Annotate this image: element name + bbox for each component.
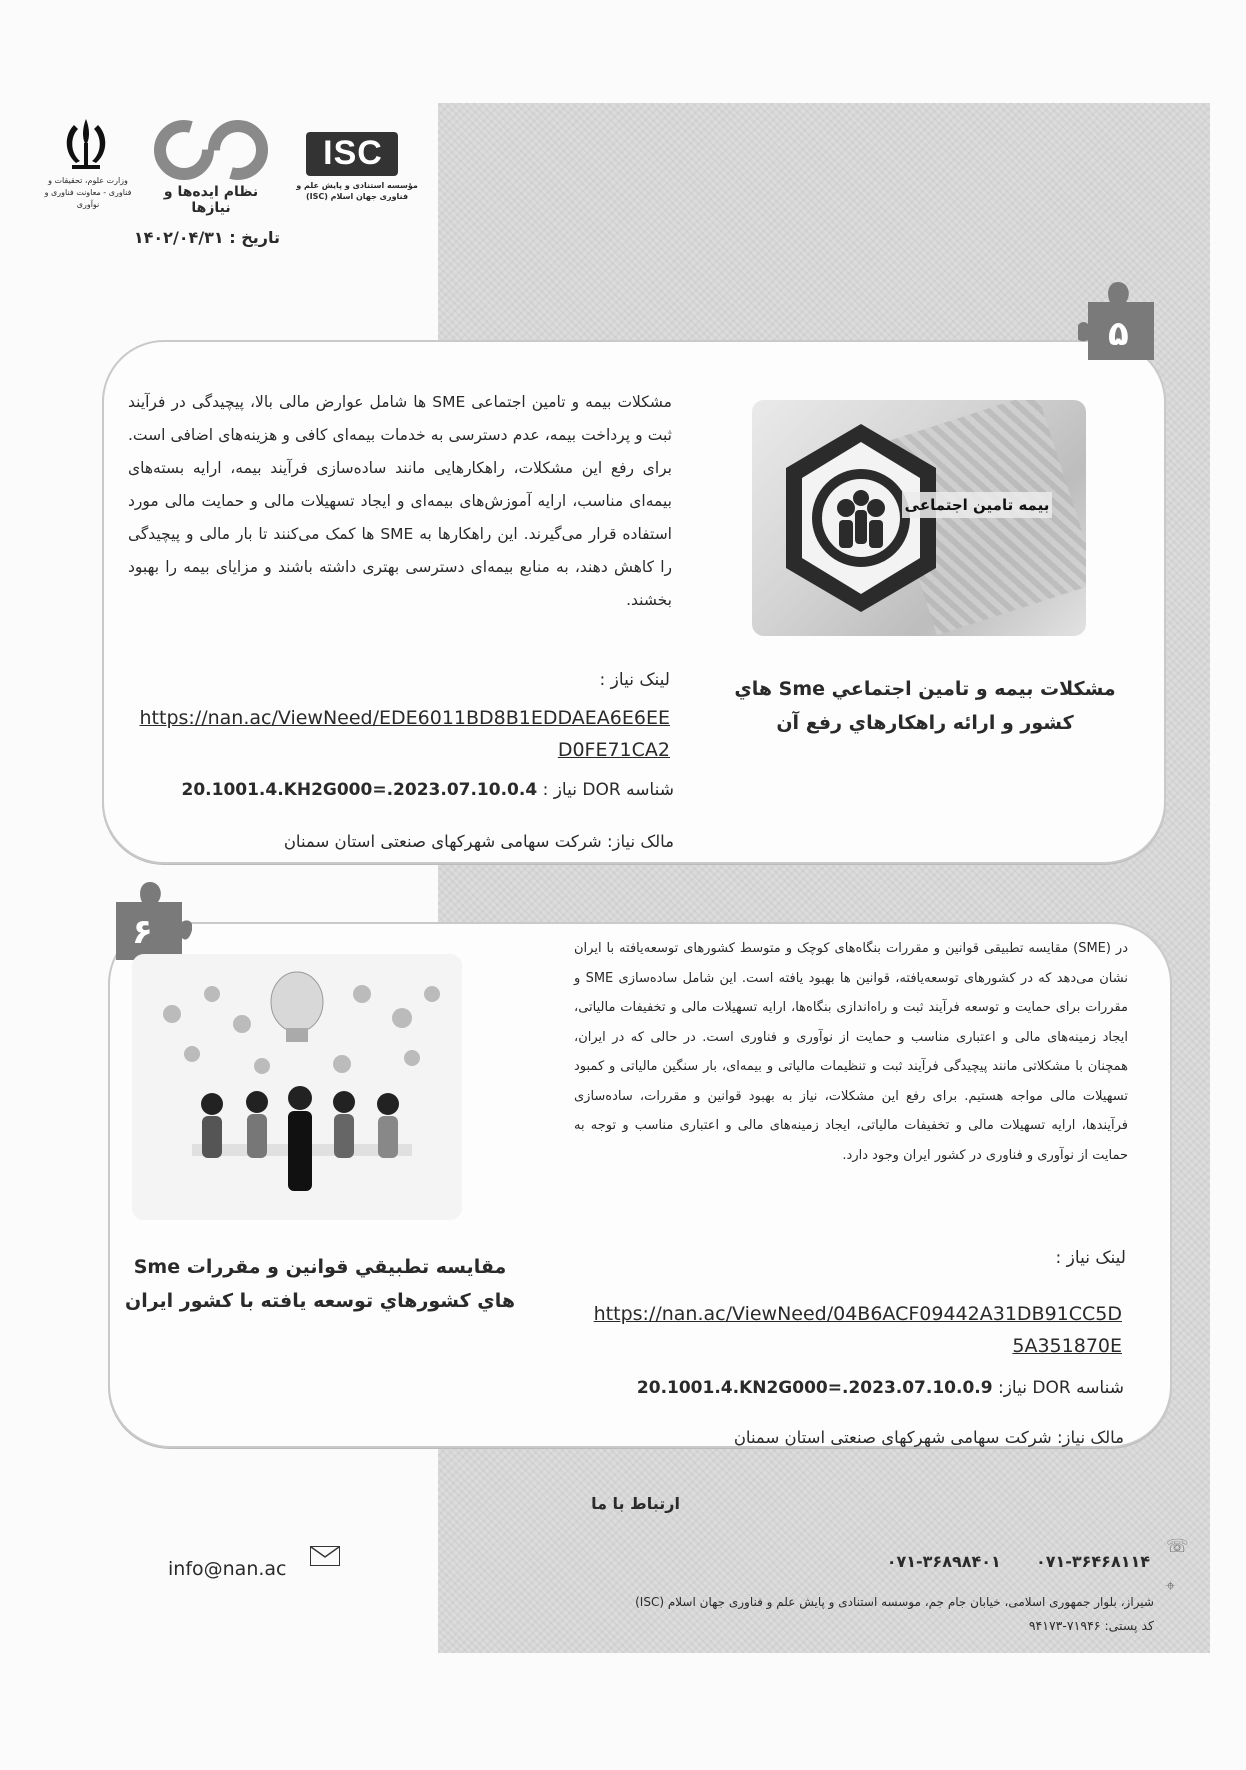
- item6-dor-label: شناسه DOR نیاز:: [997, 1378, 1124, 1398]
- isc-caption: مؤسسه استنادی و پایش علم و فناوری جهان اسلام (ISC): [296, 181, 418, 201]
- item6-owner: مالک نیاز: شرکت سهامی شهرکهای صنعتی استان سمنان: [733, 1428, 1124, 1447]
- date-value: ۱۴۰۲/۰۴/۳۱: [133, 228, 224, 247]
- contact-heading: ارتباط با ما: [591, 1494, 680, 1513]
- item6-link[interactable]: [560, 1298, 1122, 1362]
- phone-1[interactable]: ۰۷۱-۳۶۴۶۸۱۱۴: [1035, 1552, 1150, 1571]
- item5-link-label: لینک نیاز :: [599, 670, 670, 690]
- ministry-caption: وزارت علوم، تحقیقات و فناوری - معاونت فناوری و نوآوری: [44, 176, 132, 209]
- item5-title-line1: مشکلات بیمه و تامین اجتماعي Sme هاي: [734, 678, 1116, 700]
- social-security-emblem-icon: [776, 418, 946, 618]
- item6-dor: [580, 1378, 1124, 1398]
- item5-title: [730, 672, 1120, 740]
- item6-image: [132, 954, 462, 1220]
- item6-title: [120, 1250, 520, 1318]
- postal-code: کد پستی: ۷۱۹۴۶-۹۴۱۷۳: [1028, 1618, 1154, 1633]
- image-caption: بیمه تامین اجتماعی: [902, 492, 1052, 518]
- item5-link-line2[interactable]: D0FE71CA2: [557, 739, 670, 761]
- phones-line: [850, 1552, 1150, 1571]
- email-icon: [310, 1546, 340, 1566]
- team-meeting-illustration-icon: [132, 954, 462, 1220]
- email-address[interactable]: info@nan.ac: [168, 1558, 287, 1580]
- location-icon: ⌖: [1166, 1576, 1176, 1595]
- item6-title-line1: مقایسه تطبیقي قوانین و مقررات Sme: [133, 1256, 507, 1278]
- item5-dor-label: شناسه DOR نیاز :: [542, 780, 674, 800]
- idea-system-caption: نظام ایده‌ها و نیازها: [163, 184, 259, 216]
- item6-description: در (SME) مقایسه تطبیقی قوانین و مقررات بنگاه‌های کوچک و متوسط کشورهای توسعه‌یافته با ایران نشان می‌دهد که در کشورهای توسعه‌یافته، قوانین ها بهبود یافته است. این شامل ساده‌سازی SME و مقررات برای حمایت و توسعه فرآیند ثبت و راه‌اندازی بنگاه‌ها، ارایه تسهیلات مالی و تخفیفات مالیاتی، ایجاد زمینه‌های مالی و اعتباری مناسب و حمایت از نوآوری و فناوری است. در حالی که در ایران، همچنان با مشکلاتی مانند پیچیدگی فرآیند ثبت و تنظیمات مالیاتی و بیمه‌ای، بار سنگین مالیاتی و کمبود تسهیلات مالی مواجه هستیم. برای رفع این مشکلات، نیاز به بهبود قوانین و مقررات، ساده‌سازی فرآیندها، ارایه تسهیلات مالی و تخفیفات مالیاتی، ایجاد زمینه‌های مالی و اعتباری مناسب و توجه به حمایت از نوآوری و فناوری در کشور ایران وجود دارد.: [574, 941, 1128, 1163]
- item-number-6: ۶: [132, 912, 153, 952]
- item6-dor-value: 20.1001.4.KN2G000=.2023.07.10.0.9: [636, 1378, 993, 1398]
- envelope-icon: [311, 1547, 339, 1565]
- item6-title-line2: هاي کشورهاي توسعه یافته با کشور ایران: [124, 1290, 516, 1312]
- phone-2[interactable]: ۰۷۱-۳۶۸۹۸۴۰۱: [886, 1552, 1001, 1571]
- phone-icon: ☏: [1166, 1536, 1189, 1557]
- item6-link-label: لینک نیاز :: [1055, 1248, 1126, 1268]
- item6-link-line2[interactable]: 5A351870E: [1012, 1335, 1122, 1357]
- item6-link-line1[interactable]: https://nan.ac/ViewNeed/04B6ACF09442A31DB91CC5D: [593, 1303, 1122, 1325]
- idea-system-logo: [146, 114, 276, 216]
- item5-title-line2: کشور و ارائه راهکارهاي رفع آن: [776, 712, 1074, 734]
- date-label: تاریخ :: [229, 228, 280, 247]
- iran-emblem-icon: [56, 115, 116, 171]
- item-number-5: ۵: [1108, 314, 1129, 354]
- item5-dor: [150, 780, 674, 800]
- item5-link-line1[interactable]: https://nan.ac/ViewNeed/EDE6011BD8B1EDDAEA6E6EE: [139, 707, 670, 729]
- isc-logo: [296, 132, 425, 202]
- infinity-rings-icon: [146, 114, 276, 184]
- date-line: [130, 228, 280, 247]
- ministry-logo: [38, 115, 138, 210]
- item5-image: [752, 400, 1086, 636]
- puzzle-badge-5: [1078, 272, 1160, 372]
- item5-description: مشکلات بیمه و تامین اجتماعی SME ها شامل عوارض مالی بالا، پیچیدگی در فرآیند ثبت و پرداخت بیمه، عدم دسترسی به خدمات بیمه‌ای کافی و هزینه‌های اضافی است. برای رفع این مشکلات، راهکارهایی مانند ساده‌سازی فرآیند بیمه، ارایه بسته‌های بیمه‌ای مناسب، ارایه آموزش‌های بیمه‌ای و ایجاد تسهیلات مالی و حمایت مالی مورد استفاده قرار می‌گیرند. این راهکارها به SME ها کمک می‌کنند تا بار مالی و پیچیدگی را کاهش دهند، به منابع بیمه‌ای دسترسی بهتری داشته باشند و مزایای بیمه را بهبود بخشند.: [128, 393, 672, 609]
- isc-logo-text: ISC: [323, 134, 383, 172]
- item5-owner: مالک نیاز: شرکت سهامی شهرکهای صنعتی استان سمنان: [283, 832, 674, 851]
- item5-dor-value: 20.1001.4.KH2G000=.2023.07.10.0.4: [181, 780, 538, 800]
- address-text: شیراز، بلوار جمهوری اسلامی، خیابان جام جم، موسسه استنادی و پایش علم و فناوری جهان اسلام (ISC): [635, 1595, 1154, 1609]
- item5-link[interactable]: [130, 702, 670, 766]
